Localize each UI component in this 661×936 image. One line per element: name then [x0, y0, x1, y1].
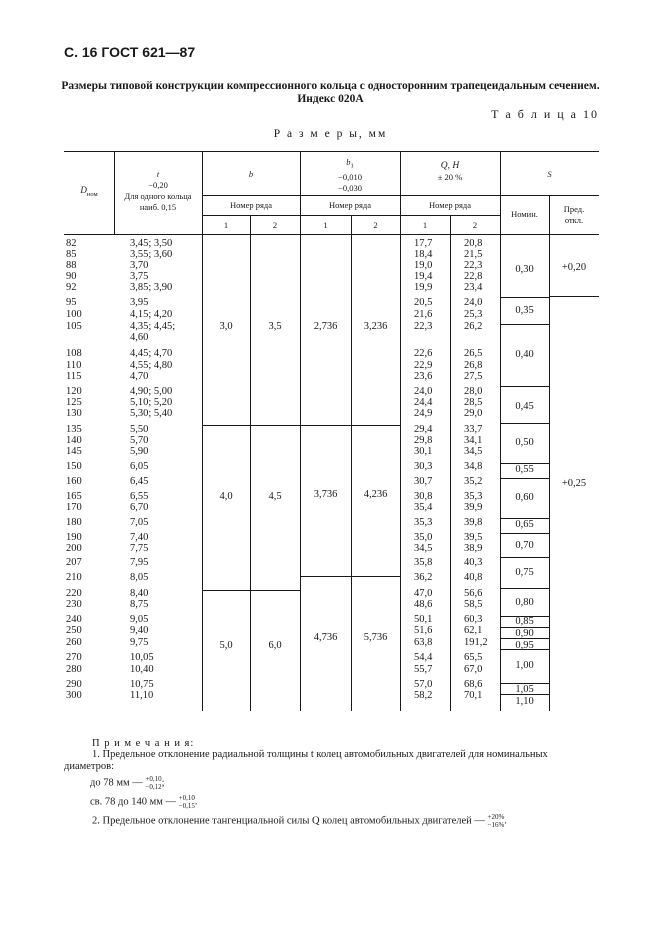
cell-t: 4,55; 4,80 [130, 360, 173, 371]
table-top-rule [64, 151, 599, 152]
cell-t: 4,35; 4,45; [130, 321, 176, 332]
b-value: 6,0 [268, 640, 282, 651]
cell-q2: 70,1 [464, 690, 483, 701]
cell-dnom: 300 [66, 690, 82, 701]
note-1-cont: диаметров: [64, 761, 115, 772]
b-value: 3,5 [268, 321, 282, 332]
s-nomin-value: 1,10 [515, 696, 534, 707]
col-rule-b-mid [250, 215, 251, 711]
cell-q1: 24,9 [414, 408, 433, 419]
b1-value: 4,736 [313, 632, 338, 643]
cell-dnom: 150 [66, 461, 82, 472]
b1-group-rule-1 [300, 425, 400, 426]
cell-q1: 24,0 [414, 386, 433, 397]
s-nomin-value: 0,80 [515, 597, 534, 608]
cell-t: 9,40 [130, 625, 149, 636]
cell-dnom: 270 [66, 652, 82, 663]
header-bottom-rule [64, 234, 599, 235]
col-rule-q-mid [450, 215, 451, 711]
cell-t: 5,90 [130, 446, 149, 457]
cell-q2: 24,0 [464, 297, 483, 308]
cell-q2: 67,0 [464, 664, 483, 675]
col-header-s: S [547, 169, 552, 179]
col-header-t: t −0,20 Для одного кольца наиб. 0,15 [124, 169, 192, 212]
cell-q1: 19,9 [414, 282, 433, 293]
title-line-2: Индекс 020А [297, 93, 364, 105]
cell-t: 9,75 [130, 637, 149, 648]
cell-q1: 57,0 [414, 679, 433, 690]
cell-dnom: 135 [66, 424, 82, 435]
cell-q2: 35,2 [464, 476, 483, 487]
title-line-1: Размеры типовой конструкции компрессионного кольца с односторонним трапецеидальным сечением. [61, 80, 600, 92]
cell-q2: 29,0 [464, 408, 483, 419]
b-row-1: 1 [223, 220, 229, 230]
cell-dnom: 92 [66, 282, 77, 293]
cell-q1: 23,6 [414, 371, 433, 382]
s-nomin-value: 0,60 [515, 492, 534, 503]
s-nomin-value: 0,50 [515, 437, 534, 448]
s-nomin-rule [500, 588, 549, 589]
cell-q2: 26,2 [464, 321, 483, 332]
s-nomin-rule [500, 557, 549, 558]
cell-dnom: 240 [66, 614, 82, 625]
cell-q2: 34,5 [464, 446, 483, 457]
col-header-b: b [248, 169, 254, 179]
cell-t: 7,75 [130, 543, 149, 554]
table-title [0, 80, 661, 106]
cell-dnom: 110 [66, 360, 82, 371]
cell-t: 11,10 [130, 690, 154, 701]
cell-dnom: 85 [66, 249, 77, 260]
cell-dnom: 165 [66, 491, 82, 502]
s-nomin-value: 0,40 [515, 349, 534, 360]
cell-q1: 19,4 [414, 271, 433, 282]
s-nomin-value: 1,05 [515, 684, 534, 695]
b-value: 5,0 [219, 640, 233, 651]
s-pred-header: Пред. откл. [563, 204, 585, 225]
cell-q2: 38,9 [464, 543, 483, 554]
cell-q1: 20,5 [414, 297, 433, 308]
cell-q2: 62,1 [464, 625, 483, 636]
s-nomin-value: 0,70 [515, 540, 534, 551]
col-rule-b [300, 151, 301, 711]
b-value: 4,0 [219, 491, 233, 502]
cell-dnom: 230 [66, 599, 82, 610]
cell-t-cont: 4,60 [130, 332, 149, 343]
cell-t: 7,95 [130, 557, 149, 568]
cell-q2: 39,5 [464, 532, 483, 543]
cell-t: 5,30; 5,40 [130, 408, 173, 419]
col-rule-t [202, 151, 203, 711]
cell-dnom: 95 [66, 297, 77, 308]
cell-q2: 25,3 [464, 309, 483, 320]
cell-q1: 22,3 [414, 321, 433, 332]
cell-q1: 22,6 [414, 348, 433, 359]
notes-heading: П р и м е ч а н и я: [92, 738, 195, 749]
cell-t: 6,45 [130, 476, 149, 487]
cell-t: 7,05 [130, 517, 149, 528]
cell-t: 5,10; 5,20 [130, 397, 173, 408]
page-header: С. 16 ГОСТ 621—87 [64, 44, 196, 60]
cell-t: 3,85; 3,90 [130, 282, 173, 293]
cell-q1: 35,0 [414, 532, 433, 543]
cell-q2: 26,5 [464, 348, 483, 359]
cell-dnom: 140 [66, 435, 82, 446]
b-value: 3,0 [219, 321, 233, 332]
note-1-line-b: св. 78 до 140 мм — +0,10 −0,15. [90, 794, 198, 810]
cell-q2: 58,5 [464, 599, 483, 610]
b-row-2: 2 [272, 220, 278, 230]
cell-t: 5,70 [130, 435, 149, 446]
s-nomin-value: 0,90 [515, 628, 534, 639]
cell-t: 3,55; 3,60 [130, 249, 173, 260]
cell-dnom: 105 [66, 321, 82, 332]
s-nomin-value: 1,00 [515, 660, 534, 671]
s-nomin-value: 0,65 [515, 519, 534, 530]
cell-q2: 28,0 [464, 386, 483, 397]
cell-q1: 17,7 [414, 238, 433, 249]
cell-dnom: 260 [66, 637, 82, 648]
cell-dnom: 88 [66, 260, 77, 271]
cell-q1: 55,7 [414, 664, 433, 675]
cell-q2: 35,3 [464, 491, 483, 502]
s-nomin-value: 0,30 [515, 264, 534, 275]
cell-t: 4,45; 4,70 [130, 348, 173, 359]
cell-dnom: 170 [66, 502, 82, 513]
b1-row-2: 2 [373, 220, 378, 230]
cell-dnom: 210 [66, 572, 82, 583]
cell-dnom: 250 [66, 625, 82, 636]
cell-t: 5,50 [130, 424, 149, 435]
cell-q2: 20,8 [464, 238, 483, 249]
b-group-rule-2 [202, 590, 300, 591]
cell-q1: 47,0 [414, 588, 433, 599]
cell-dnom: 145 [66, 446, 82, 457]
cell-dnom: 220 [66, 588, 82, 599]
cell-q1: 24,4 [414, 397, 433, 408]
b-row-number: Номер ряда [229, 200, 272, 210]
cell-q1: 21,6 [414, 309, 433, 320]
s-nomin-rule [500, 638, 549, 639]
b1-value: 4,236 [363, 489, 388, 500]
cell-q1: 51,6 [414, 625, 433, 636]
cell-dnom: 160 [66, 476, 82, 487]
s-pred-value: +0,20 [561, 262, 587, 273]
s-nomin-rule [500, 694, 549, 695]
b-group-rule-1 [202, 425, 300, 426]
s-nomin-rule [500, 533, 549, 534]
s-nomin-value: 0,55 [515, 464, 534, 475]
cell-t: 4,15; 4,20 [130, 309, 173, 320]
dimensions-table [64, 151, 599, 711]
cell-t: 7,40 [130, 532, 149, 543]
b1-value: 2,736 [313, 321, 338, 332]
s-nomin-rule [500, 649, 549, 650]
b1-value: 5,736 [363, 632, 388, 643]
b-value: 4,5 [268, 491, 282, 502]
b1-row-number: Номер ряда [328, 200, 371, 210]
cell-q1: 19,0 [414, 260, 433, 271]
note-1: 1. Предельное отклонение радиальной толщины t колец автомобильных двигателей для номинальных [92, 749, 548, 760]
cell-dnom: 100 [66, 309, 82, 320]
cell-q1: 22,9 [414, 360, 433, 371]
cell-q1: 29,4 [414, 424, 433, 435]
cell-q1: 58,2 [414, 690, 433, 701]
s-nomin-value: 0,85 [515, 616, 534, 627]
cell-t: 8,75 [130, 599, 149, 610]
cell-q2: 26,8 [464, 360, 483, 371]
q-row-number: Номер ряда [428, 200, 471, 210]
cell-q2: 23,4 [464, 282, 483, 293]
cell-dnom: 207 [66, 557, 82, 568]
cell-q2: 39,9 [464, 502, 483, 513]
cell-q1: 29,8 [414, 435, 433, 446]
q-row-2: 2 [472, 220, 478, 230]
cell-dnom: 90 [66, 271, 77, 282]
cell-q1: 54,4 [414, 652, 433, 663]
cell-t: 8,05 [130, 572, 149, 583]
s-nomin-rule [500, 324, 549, 325]
cell-t: 10,05 [130, 652, 154, 663]
cell-q2: 22,3 [464, 260, 483, 271]
cell-dnom: 190 [66, 532, 82, 543]
cell-q2: 40,8 [464, 572, 483, 583]
table-number: Т а б л и ц а 10 [491, 107, 599, 121]
s-nomin-header: Номин. [511, 209, 538, 219]
s-nomin-rule [500, 386, 549, 387]
s-nomin-value: 0,95 [515, 640, 534, 651]
cell-t: 8,40 [130, 588, 149, 599]
cell-q2: 34,8 [464, 461, 483, 472]
cell-q1: 35,3 [414, 517, 433, 528]
cell-dnom: 280 [66, 664, 82, 675]
b1-group-rule-2 [300, 576, 400, 577]
s-pred-rule [549, 296, 599, 297]
b1-value: 3,736 [313, 489, 338, 500]
cell-t: 3,70 [130, 260, 149, 271]
cell-dnom: 82 [66, 238, 77, 249]
cell-t: 9,05 [130, 614, 149, 625]
cell-q2: 33,7 [464, 424, 483, 435]
cell-dnom: 115 [66, 371, 82, 382]
s-nomin-value: 0,75 [515, 567, 534, 578]
cell-q1: 50,1 [414, 614, 433, 625]
cell-q1: 36,2 [414, 572, 433, 583]
cell-q2: 27,5 [464, 371, 483, 382]
cell-q1: 48,6 [414, 599, 433, 610]
col-header-q: Q, Н ± 20 % [437, 161, 463, 182]
cell-q2: 68,6 [464, 679, 483, 690]
note-2: 2. Предельное отклонение тангенциальной силы Q колец автомобильных двигателей — +20% −16%. [92, 813, 507, 829]
cell-dnom: 290 [66, 679, 82, 690]
cell-q1: 30,3 [414, 461, 433, 472]
cell-t: 6,05 [130, 461, 149, 472]
cell-dnom: 130 [66, 408, 82, 419]
sizes-caption: Р а з м е р ы, мм [273, 128, 388, 140]
cell-q2: 34,1 [464, 435, 483, 446]
col-header-b1: $b_1$ −0,010 −0,030 [338, 157, 362, 193]
col-header-dnom: $D_{ном}$ [80, 185, 98, 198]
cell-t: 3,95 [130, 297, 149, 308]
s-nomin-rule [500, 297, 549, 298]
cell-dnom: 180 [66, 517, 82, 528]
s-nomin-rule [500, 478, 549, 479]
cell-t: 6,55 [130, 491, 149, 502]
s-pred-value: +0,25 [561, 478, 587, 489]
q-row-1: 1 [422, 220, 428, 230]
cell-t: 6,70 [130, 502, 149, 513]
cell-q1: 35,8 [414, 557, 433, 568]
cell-q2: 56,6 [464, 588, 483, 599]
cell-q2: 60,3 [464, 614, 483, 625]
cell-q1: 34,5 [414, 543, 433, 554]
cell-t: 4,90; 5,00 [130, 386, 173, 397]
cell-dnom: 200 [66, 543, 82, 554]
cell-q1: 30,8 [414, 491, 433, 502]
cell-q2: 65,5 [464, 652, 483, 663]
s-nomin-value: 0,35 [515, 305, 534, 316]
cell-q2: 28,5 [464, 397, 483, 408]
s-nomin-value: 0,45 [515, 401, 534, 412]
cell-t: 3,75 [130, 271, 149, 282]
cell-dnom: 120 [66, 386, 82, 397]
cell-q1: 63,8 [414, 637, 433, 648]
col-rule-b1 [400, 151, 401, 711]
cell-q1: 18,4 [414, 249, 433, 260]
note-1-line-a: до 78 мм — +0,10 −0,12; [90, 775, 165, 791]
cell-q1: 30,1 [414, 446, 433, 457]
cell-q1: 30,7 [414, 476, 433, 487]
s-nomin-rule [500, 423, 549, 424]
cell-t: 4,70 [130, 371, 149, 382]
header-rule-1 [202, 195, 500, 196]
cell-q2: 22,8 [464, 271, 483, 282]
cell-dnom: 108 [66, 348, 82, 359]
cell-q1: 35,4 [414, 502, 433, 513]
cell-t: 3,45; 3,50 [130, 238, 173, 249]
cell-q2: 39,8 [464, 517, 483, 528]
cell-dnom: 125 [66, 397, 82, 408]
cell-q2: 191,2 [464, 637, 488, 648]
cell-t: 10,40 [130, 664, 154, 675]
b1-row-1: 1 [323, 220, 328, 230]
b1-value: 3,236 [363, 321, 388, 332]
cell-q2: 40,3 [464, 557, 483, 568]
cell-t: 10,75 [130, 679, 154, 690]
cell-q2: 21,5 [464, 249, 483, 260]
